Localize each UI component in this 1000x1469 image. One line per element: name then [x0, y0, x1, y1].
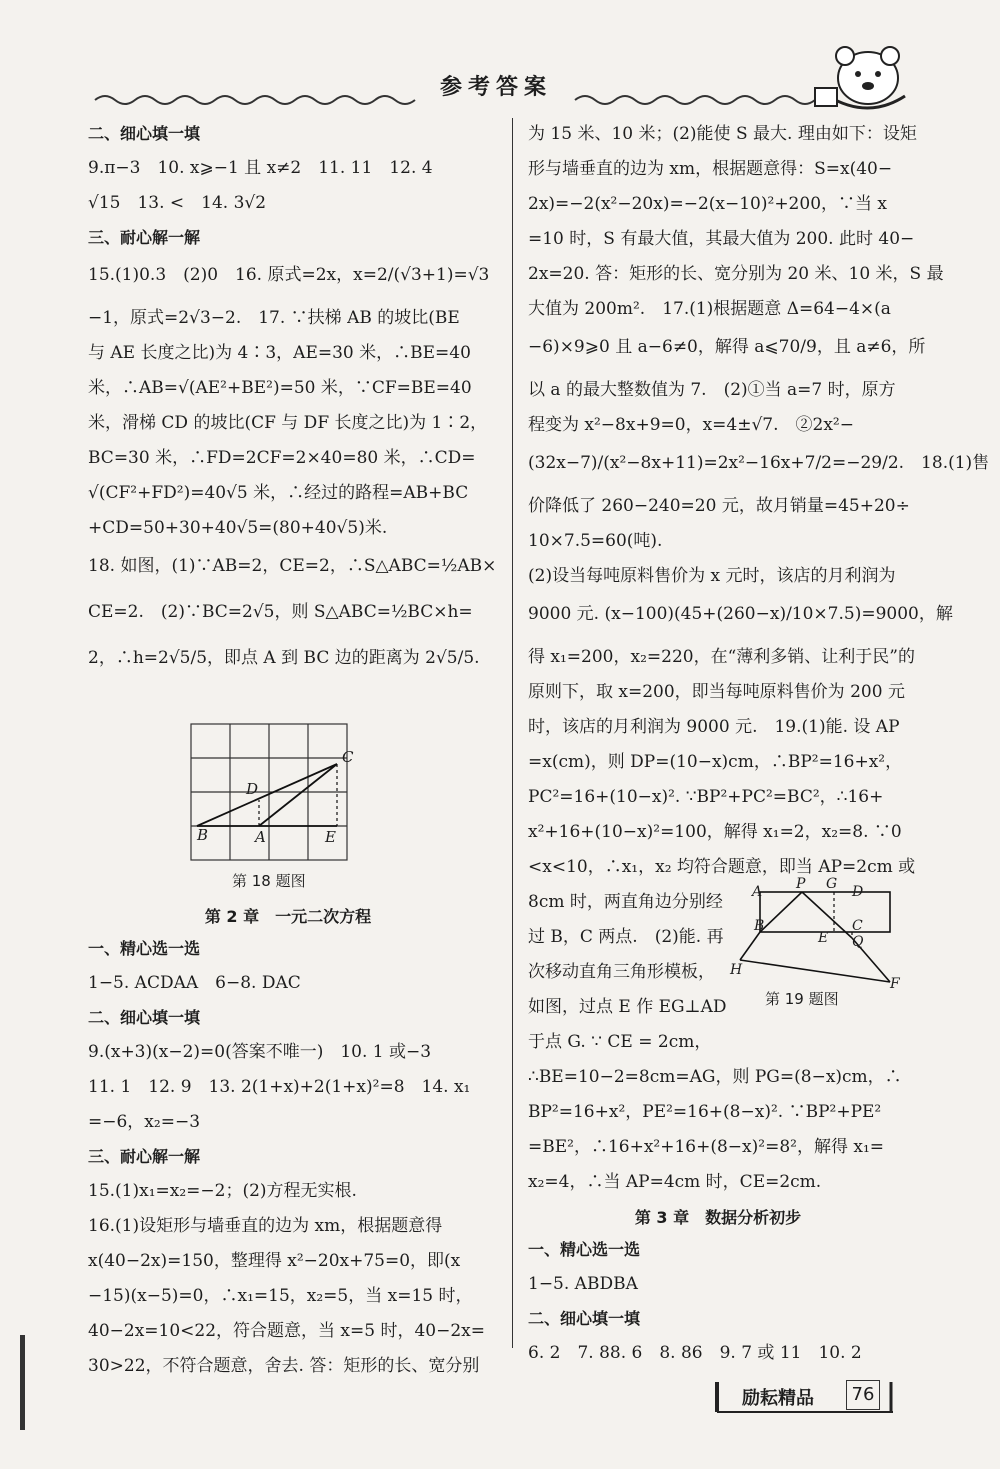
- fig19-label-q: Q: [852, 934, 864, 950]
- answer-line: BP²=16+x²，PE²=16+(8−x)². ∵BP²+PE²: [528, 1102, 882, 1122]
- answer-line: 15.(1)0.3 (2)0 16. 原式=2x，x=2/(√3+1)=√3: [88, 265, 490, 285]
- answer-line: 于点 G. ∵ CE = 2cm，: [528, 1032, 712, 1052]
- answer-line: 1−5. ACDAA 6−8. DAC: [88, 973, 301, 993]
- answer-line: 为 15 米、10 米；(2)能使 S 最大. 理由如下：设矩: [528, 124, 917, 144]
- section-heading: 三、耐心解一解: [88, 1147, 201, 1166]
- fig19-label-f: F: [890, 976, 900, 992]
- answer-line: 米，滑梯 CD 的坡比(CF 与 DF 长度之比)为 1∶2，: [88, 413, 488, 433]
- answer-line: =BE²，∴16+x²+16+(8−x)²=8²，解得 x₁=: [528, 1137, 885, 1157]
- answer-line: 原则下，取 x=200，即当每吨原料售价为 200 元: [528, 682, 905, 702]
- answer-line: ∴BE=10−2=8cm=AG，则 PG=(8−x)cm，∴: [528, 1067, 902, 1087]
- answer-line: 6. 2 7. 88. 6 8. 86 9. 7 或 11 10. 2: [528, 1343, 862, 1363]
- answer-line: −15)(x−5)=0，∴x₁=15，x₂=5，当 x=15 时，: [88, 1286, 473, 1306]
- figure-18-caption: 第 18 题图: [232, 872, 306, 890]
- answer-line: 15.(1)x₁=x₂=−2；(2)方程无实根.: [88, 1181, 357, 1201]
- answer-line: 18. 如图，(1)∵AB=2，CE=2，∴S△ABC=½AB×: [88, 556, 497, 576]
- right-column: [528, 122, 990, 1376]
- answer-line: √(CF²+FD²)=40√5 米，∴经过的路程=AB+BC: [88, 483, 469, 503]
- margin-mark: [20, 1335, 25, 1430]
- answer-line: +CD=50+30+40√5=(80+40√5)米.: [88, 518, 388, 538]
- answer-line: 次移动直角三角形模板，: [528, 962, 715, 982]
- chapter-heading: 第 3 章 数据分析初步: [634, 1208, 802, 1227]
- figure-19-triangle-diagram: [722, 878, 910, 988]
- fig19-label-e: E: [818, 930, 829, 946]
- fig19-label-g: G: [826, 876, 838, 892]
- answer-line: 10×7.5=60(吨).: [528, 531, 663, 551]
- page-number: 76: [846, 1380, 880, 1410]
- answer-line: 程变为 x²−8x+9=0，x=4±√7. ②2x²−: [528, 415, 854, 435]
- fig19-label-p: P: [796, 876, 806, 892]
- figure-19-caption: 第 19 题图: [765, 990, 839, 1008]
- answer-line: 米，∴AB=√(AE²+BE²)=50 米，∵CF=BE=40: [88, 378, 472, 398]
- answer-line: 9000 元. (x−100)(45+(260−x)/10×7.5)=9000，解: [528, 604, 953, 624]
- fig18-label-b: B: [197, 826, 209, 844]
- answer-line: <x<10，∴x₁，x₂ 均符合题意，即当 AP=2cm 或: [528, 857, 916, 877]
- answer-line: 9.π−3 10. x⩾−1 且 x≠2 11. 11 12. 4: [88, 158, 433, 178]
- fig18-label-e: E: [325, 828, 336, 846]
- answer-line: CE=2. (2)∵BC=2√5，则 S△ABC=½BC×h=: [88, 602, 473, 622]
- answer-line: BC=30 米，∴FD=2CF=2×40=80 米，∴CD=: [88, 448, 476, 468]
- answer-line: =−6，x₂=−3: [88, 1112, 201, 1132]
- answer-line: 40−2x=10<22，符合题意，当 x=5 时，40−2x=: [88, 1321, 486, 1341]
- section-heading: 一、精心选一选: [528, 1240, 641, 1259]
- answer-line: 得 x₁=200，x₂=220，在“薄利多销、让利于民”的: [528, 647, 915, 667]
- footer-brand-label: 励耘精品: [742, 1388, 814, 1409]
- answer-line: 以 a 的最大整数值为 7. (2)①当 a=7 时，原方: [528, 380, 896, 400]
- answer-line: =x(cm)，则 DP=(10−x)cm，∴BP²=16+x²，: [528, 752, 903, 772]
- answer-line: (2)设当每吨原料售价为 x 元时，该店的月利润为: [528, 566, 896, 586]
- answer-line: 2，∴h=2√5/5，即点 A 到 BC 边的距离为 2√5/5.: [88, 648, 480, 668]
- section-heading: 三、耐心解一解: [88, 228, 201, 247]
- fig19-label-h: H: [730, 962, 743, 978]
- answer-line: x²+16+(10−x)²=100，解得 x₁=2，x₂=8. ∵0: [528, 822, 902, 842]
- fig18-label-d: D: [246, 780, 259, 798]
- answer-line: 价降低了 260−240=20 元，故月销量=45+20÷: [528, 496, 910, 516]
- answer-line: 9.(x+3)(x−2)=0(答案不唯一) 10. 1 或−3: [88, 1042, 432, 1062]
- fig19-label-a: A: [752, 884, 763, 900]
- answer-line: PC²=16+(10−x)². ∵BP²+PC²=BC²，∴16+: [528, 787, 884, 807]
- answer-line: 1−5. ABDBA: [528, 1274, 638, 1294]
- answer-line: 大值为 200m². 17.(1)根据题意 Δ=64−4×(a: [528, 299, 891, 319]
- answer-line: −6)×9⩾0 且 a−6≠0，解得 a⩽70/9，且 a≠6，所: [528, 337, 926, 357]
- answer-line: 与 AE 长度之比)为 4∶3，AE=30 米，∴BE=40: [88, 343, 471, 363]
- answer-line: √15 13. < 14. 3√2: [88, 193, 267, 213]
- answer-line: x₂=4，∴当 AP=4cm 时，CE=2cm.: [528, 1172, 822, 1192]
- page-title: 参考答案: [440, 75, 553, 100]
- answer-line: (32x−7)/(x²−8x+11)=2x²−16x+7/2=−29/2. 18.(1)售: [528, 453, 990, 473]
- answer-line: 30>22，不符合题意，舍去. 答：矩形的长、宽分别: [88, 1356, 480, 1376]
- answer-line: 2x=20. 答：矩形的长、宽分别为 20 米、10 米，S 最: [528, 264, 944, 284]
- left-column-lower: [88, 898, 488, 1389]
- column-divider: [512, 118, 513, 1348]
- header-decoration: [0, 0, 1000, 120]
- section-heading: 二、细心填一填: [88, 124, 201, 143]
- fig19-label-c: C: [852, 918, 863, 934]
- answer-line: 16.(1)设矩形与墙垂直的边为 xm，根据题意得: [88, 1216, 443, 1236]
- answer-line: 形与墙垂直的边为 xm，根据题意得：S=x(40−: [528, 159, 893, 179]
- section-heading: 二、细心填一填: [88, 1008, 201, 1027]
- answer-line: −1，原式=2√3−2. 17. ∵扶梯 AB 的坡比(BE: [88, 308, 460, 328]
- chapter-heading: 第 2 章 一元二次方程: [204, 907, 372, 926]
- left-column: [88, 122, 497, 689]
- answer-line: 8cm 时，两直角边分别经: [528, 892, 723, 912]
- fig19-label-b: B: [754, 918, 765, 934]
- fig18-label-a: A: [255, 828, 266, 846]
- answer-line: 11. 1 12. 9 13. 2(1+x)+2(1+x)²=8 14. x₁: [88, 1077, 471, 1097]
- answer-line: 过 B，C 两点. (2)能. 再: [528, 927, 724, 947]
- bear-mascot-icon: [815, 47, 905, 108]
- answer-line: 2x)=−2(x²−20x)=−2(x−10)²+200，∵当 x: [528, 194, 888, 214]
- fig18-label-c: C: [342, 748, 354, 766]
- fig19-label-d: D: [852, 884, 864, 900]
- answer-line: 时，该店的月利润为 9000 元. 19.(1)能. 设 AP: [528, 717, 900, 737]
- section-heading: 二、细心填一填: [528, 1309, 641, 1328]
- answer-line: x(40−2x)=150，整理得 x²−20x+75=0，即(x: [88, 1251, 461, 1271]
- section-heading: 一、精心选一选: [88, 939, 201, 958]
- page-header: [0, 0, 1000, 120]
- answer-line: =10 时，S 有最大值，其最大值为 200. 此时 40−: [528, 229, 915, 249]
- answer-line: 如图，过点 E 作 EG⊥AD: [528, 997, 727, 1017]
